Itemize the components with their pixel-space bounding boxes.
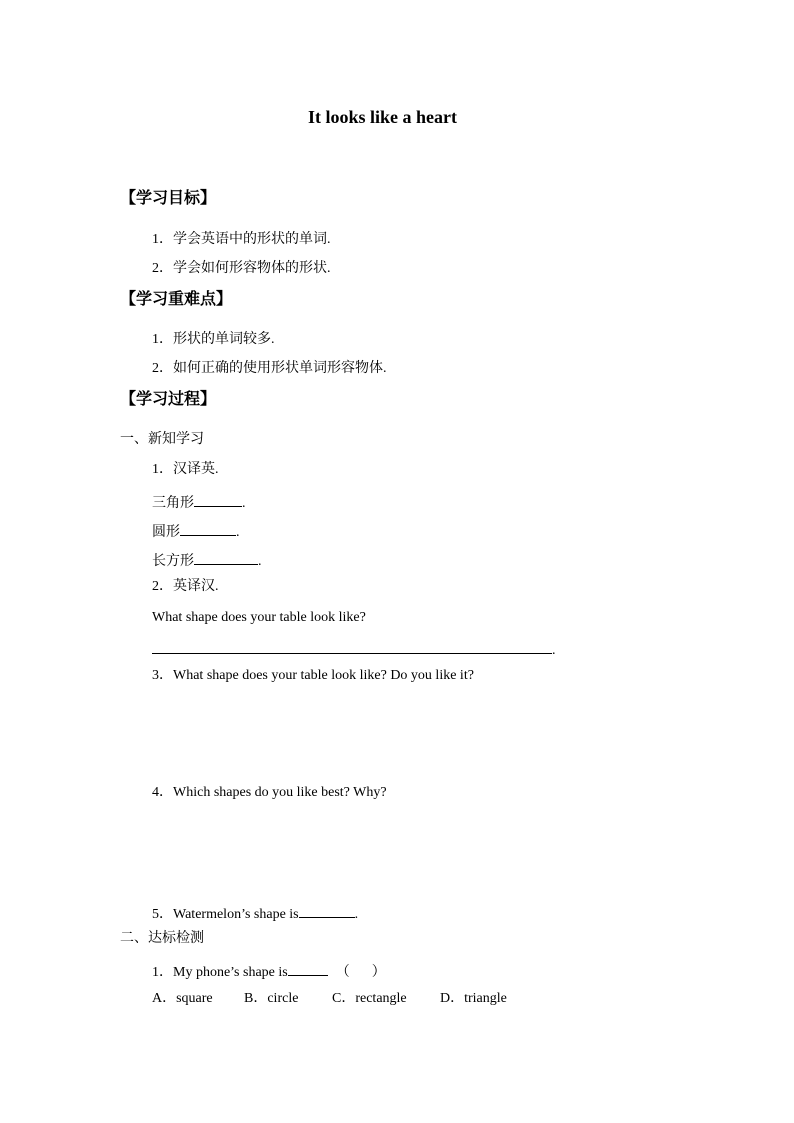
option-a[interactable]: A．square: [152, 991, 213, 1006]
part2-label: 二、达标检测: [120, 931, 204, 946]
q5-text: 5．Watermelon’s shape is: [152, 907, 299, 922]
period: .: [354, 907, 359, 922]
part1-q3: 3．What shape does your table look like? Do you like it?: [152, 668, 474, 683]
part1-q5: [152, 904, 358, 922]
paren-open: （: [335, 965, 350, 980]
part1-q2: 2．英译汉.: [152, 579, 219, 594]
period: .: [552, 643, 556, 658]
option-c[interactable]: C．rectangle: [332, 991, 407, 1006]
part1-label: 一、新知学习: [120, 432, 204, 447]
translate-triangle: [152, 493, 246, 511]
period: .: [242, 496, 246, 511]
answer-blank[interactable]: [194, 493, 242, 507]
word-rectangle: 长方形: [152, 554, 194, 569]
part2-q1: [152, 962, 386, 980]
difficulties-heading: 【学习重难点】: [120, 291, 233, 308]
q2-answer-line: [152, 640, 556, 658]
translate-rectangle: [152, 551, 262, 569]
answer-blank[interactable]: [288, 962, 328, 976]
answer-blank[interactable]: [180, 522, 236, 536]
period: .: [258, 554, 262, 569]
answer-blank[interactable]: [152, 640, 552, 654]
option-b[interactable]: B．circle: [244, 991, 299, 1006]
difficulty-item: 1．形状的单词较多.: [152, 332, 275, 347]
difficulty-item: 2．如何正确的使用形状单词形容物体.: [152, 361, 387, 376]
word-circle: 圆形: [152, 525, 180, 540]
translate-circle: [152, 522, 240, 540]
goal-item: 2．学会如何形容物体的形状.: [152, 261, 331, 276]
part1-q4: 4．Which shapes do you like best? Why?: [152, 785, 387, 800]
page-title: It looks like a heart: [308, 107, 458, 127]
answer-blank[interactable]: [299, 904, 355, 918]
option-d[interactable]: D．triangle: [440, 991, 507, 1006]
paren-close: ）: [371, 965, 386, 980]
goals-heading: 【学习目标】: [120, 190, 217, 207]
q2-sentence: What shape does your table look like?: [152, 610, 366, 625]
answer-blank[interactable]: [194, 551, 258, 565]
goal-item: 1．学会英语中的形状的单词.: [152, 232, 331, 247]
period: .: [236, 525, 240, 540]
part1-q1: 1．汉译英.: [152, 462, 219, 477]
part2-q1-text: 1．My phone’s shape is: [152, 965, 288, 980]
process-heading: 【学习过程】: [120, 391, 217, 408]
word-triangle: 三角形: [152, 496, 194, 511]
